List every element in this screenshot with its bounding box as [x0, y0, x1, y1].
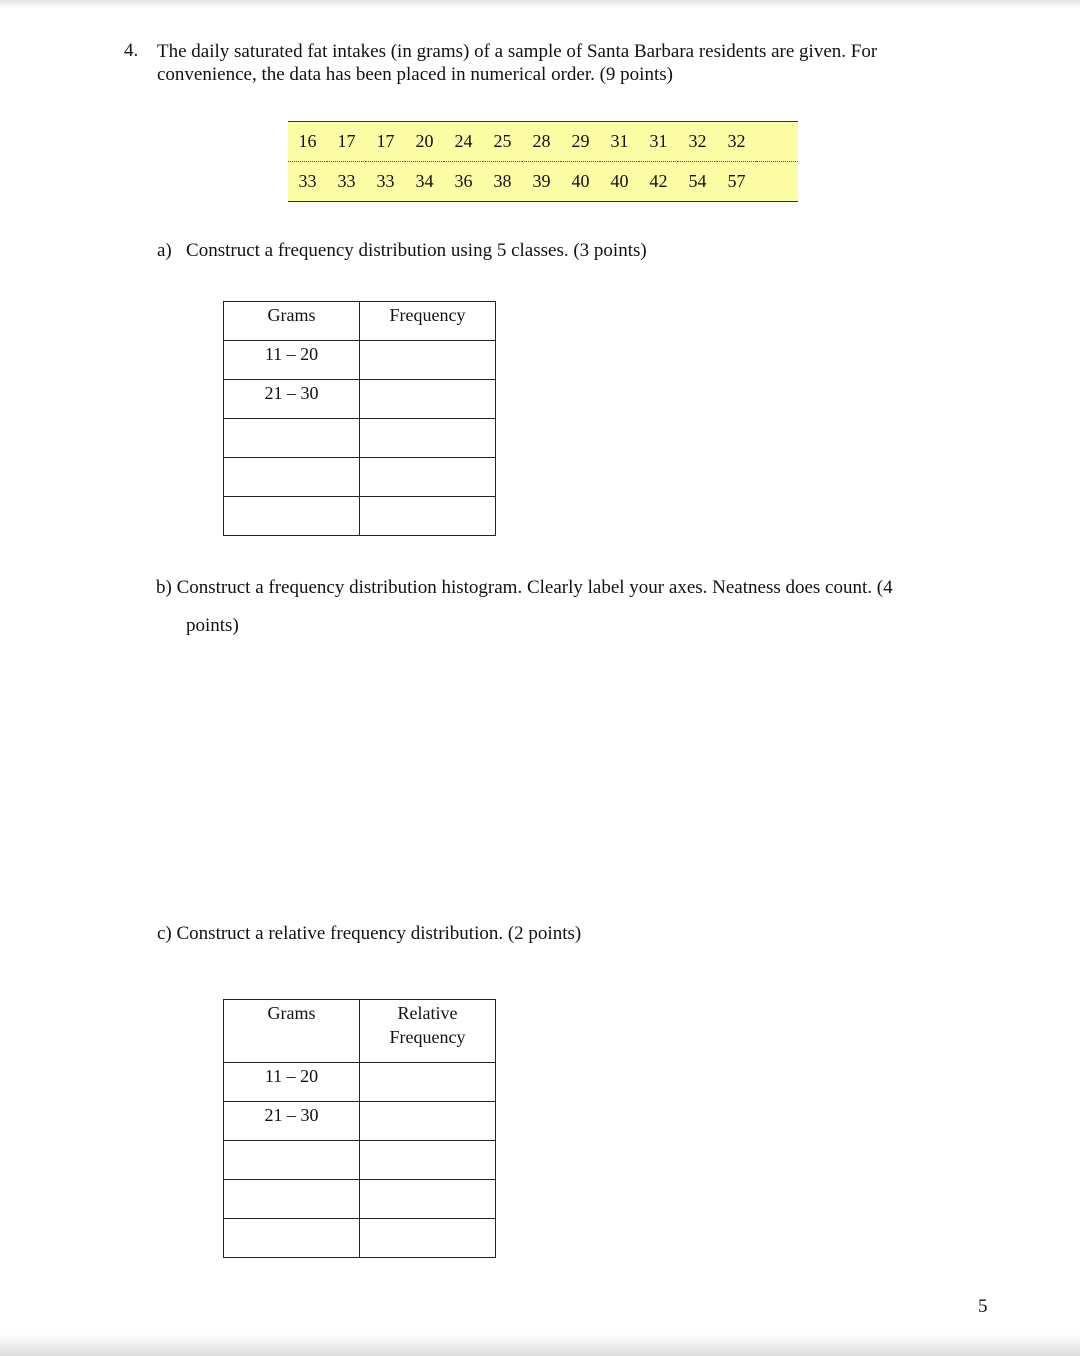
class-text: 21 – 30 [264, 383, 319, 403]
frequency-cell[interactable] [360, 497, 496, 536]
class-cell[interactable] [224, 341, 360, 380]
frequency-cell[interactable] [360, 458, 496, 497]
data-cell: 39 [522, 162, 561, 202]
grams-header-text: Grams [267, 305, 316, 325]
data-cell: 33 [288, 162, 327, 202]
page-number: 5 [978, 1296, 988, 1317]
data-cell: 33 [327, 162, 366, 202]
data-cell: 32 [717, 122, 756, 162]
relative-frequency-table [223, 999, 496, 1258]
data-values-table [288, 121, 798, 202]
part-c-prompt: c) Construct a relative frequency distribution. (2 points) [157, 923, 582, 944]
data-cell: 25 [483, 122, 522, 162]
data-cell: 24 [444, 122, 483, 162]
frequency-header [360, 302, 496, 341]
part-b-label: b) [156, 577, 172, 598]
data-cell: 40 [561, 162, 600, 202]
frequency-cell[interactable] [360, 341, 496, 380]
question-text-line-1: The daily saturated fat intakes (in grams) of a sample of Santa Barbara residents are given. For [157, 41, 878, 62]
data-cell: 31 [600, 122, 639, 162]
data-row-1 [288, 122, 798, 162]
frequency-cell[interactable] [360, 419, 496, 458]
data-cell: 29 [561, 122, 600, 162]
data-cell: 38 [483, 162, 522, 202]
table-row [224, 1180, 496, 1219]
frequency-header-text: Frequency [389, 305, 466, 325]
data-cell: 54 [678, 162, 717, 202]
data-cell-empty [756, 122, 798, 162]
question-text [157, 40, 927, 86]
table-row [224, 380, 496, 419]
table-row [224, 1141, 496, 1180]
relative-frequency-cell[interactable] [360, 1102, 496, 1141]
relative-frequency-cell[interactable] [360, 1141, 496, 1180]
class-text: 21 – 30 [264, 1105, 319, 1125]
class-cell[interactable] [224, 458, 360, 497]
data-cell: 17 [327, 122, 366, 162]
relative-header-line-2: Frequency [389, 1027, 466, 1047]
part-a-prompt [157, 240, 647, 262]
part-b-text-continued: points) [186, 615, 239, 636]
data-cell: 42 [639, 162, 678, 202]
table-row [224, 1102, 496, 1141]
table-row [224, 341, 496, 380]
question-text-line-2: convenience, the data has been placed in numerical order. (9 points) [157, 64, 673, 85]
part-b-prompt [156, 577, 893, 599]
data-cell: 34 [405, 162, 444, 202]
grams-header-text: Grams [267, 1003, 316, 1023]
table-header-row [224, 1000, 496, 1063]
relative-frequency-header [360, 1000, 496, 1063]
data-cell: 36 [444, 162, 483, 202]
class-cell[interactable] [224, 1102, 360, 1141]
class-cell[interactable] [224, 380, 360, 419]
class-cell[interactable] [224, 497, 360, 536]
data-cell: 28 [522, 122, 561, 162]
table-row [224, 1063, 496, 1102]
relative-header-line-1: Relative [397, 1003, 458, 1023]
table-row [224, 419, 496, 458]
data-cell: 32 [678, 122, 717, 162]
grams-header [224, 1000, 360, 1063]
data-cell: 17 [366, 122, 405, 162]
data-cell: 31 [639, 122, 678, 162]
page-top-shadow [0, 0, 1080, 8]
data-cell: 20 [405, 122, 444, 162]
question-number: 4. [124, 40, 139, 61]
relative-frequency-cell[interactable] [360, 1180, 496, 1219]
data-cell: 16 [288, 122, 327, 162]
table-row [224, 458, 496, 497]
part-a-label: a) [157, 240, 172, 261]
data-cell: 40 [600, 162, 639, 202]
part-b-text: Construct a frequency distribution histogram. Clearly label your axes. Neatness does count. (4 [176, 577, 893, 598]
table-row [224, 1219, 496, 1258]
class-cell[interactable] [224, 1219, 360, 1258]
part-a-text: Construct a frequency distribution using 5 classes. (3 points) [186, 240, 647, 261]
table-row [224, 497, 496, 536]
class-cell[interactable] [224, 419, 360, 458]
table-header-row [224, 302, 496, 341]
class-text: 11 – 20 [264, 344, 319, 364]
frequency-cell[interactable] [360, 380, 496, 419]
frequency-table [223, 301, 496, 536]
data-cell: 33 [366, 162, 405, 202]
data-row-2 [288, 162, 798, 202]
relative-frequency-cell[interactable] [360, 1063, 496, 1102]
class-cell[interactable] [224, 1180, 360, 1219]
grams-header [224, 302, 360, 341]
data-cell: 57 [717, 162, 756, 202]
relative-frequency-cell[interactable] [360, 1219, 496, 1258]
data-cell-empty [756, 162, 798, 202]
page-bottom-shadow [0, 1334, 1080, 1356]
class-cell[interactable] [224, 1141, 360, 1180]
class-cell[interactable] [224, 1063, 360, 1102]
class-text: 11 – 20 [264, 1066, 319, 1086]
